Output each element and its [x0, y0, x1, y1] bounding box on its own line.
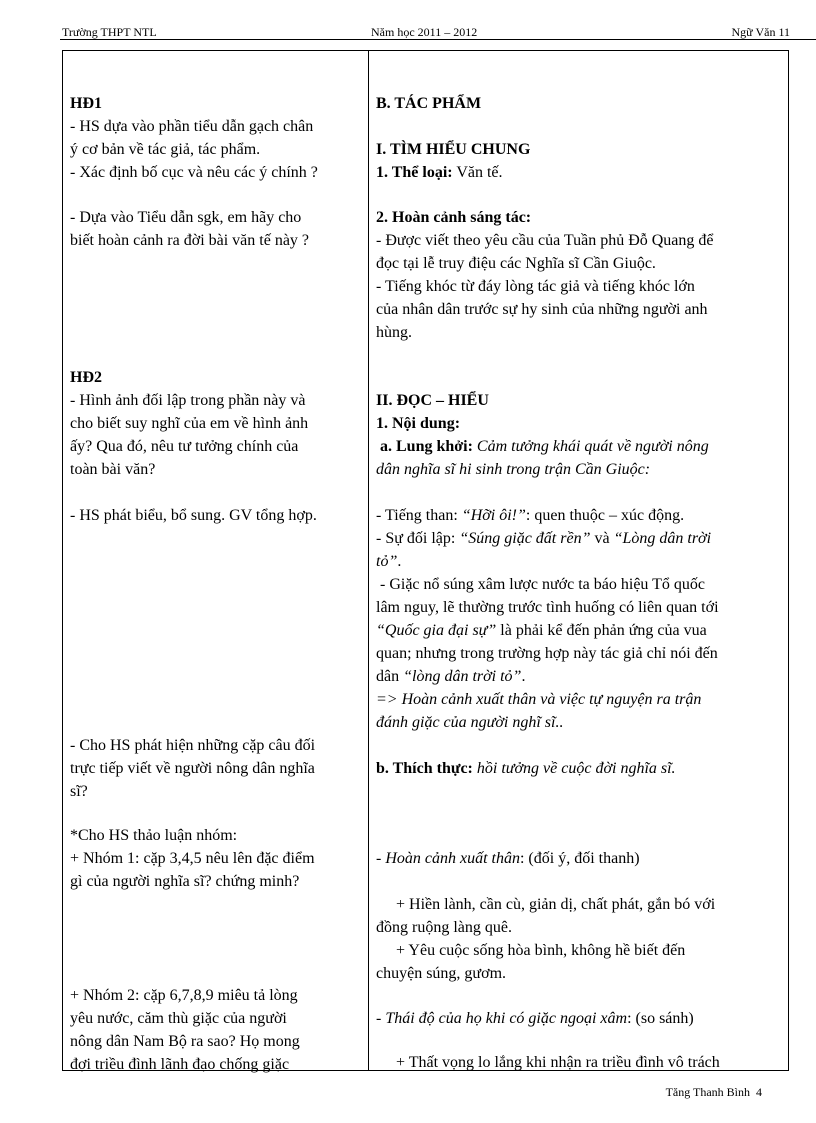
traits-block: [376, 893, 786, 985]
section-ii: [376, 389, 786, 481]
disappointment-block: [376, 1051, 786, 1074]
header-school: Trường THPT NTL: [62, 25, 157, 39]
couplet-question: [70, 734, 362, 803]
lesson-table: [62, 50, 789, 1071]
text-run: - Tiếng than:: [376, 507, 462, 524]
hd1-line: - Xác định bố cục và nêu các ý chính ?: [70, 164, 318, 181]
text-run: .: [397, 553, 402, 570]
analysis-line: quan; nhưng trong trường hợp này tác giả chỉ nói đến: [376, 645, 718, 662]
group-line: yêu nước, căm thù giặc của người: [70, 1010, 287, 1027]
trait-line: đồng ruộng làng quê.: [376, 919, 512, 936]
quote: “Quốc gia đại sự”: [376, 622, 497, 639]
group-discussion: [70, 824, 362, 893]
genre-value: Văn tế.: [452, 164, 503, 181]
context-line: - Được viết theo yêu cầu của Tuần phủ Đỗ Quang để: [376, 232, 714, 249]
section-b: [376, 92, 786, 115]
hd2-line: ấy? Qua đó, nêu tư tưởng chính của: [70, 438, 299, 455]
text-run: : quen thuộc – xúc động.: [525, 507, 685, 524]
hd1-line: ý cơ bản về tác giả, tác phẩm.: [70, 141, 261, 158]
content-label: 1. Nội dung:: [376, 415, 461, 432]
hd2-title: HĐ2: [70, 369, 102, 386]
group-2: [70, 984, 362, 1076]
text-run: - Sự đối lập:: [376, 530, 460, 547]
text-run: : (đối ý, đối thanh): [519, 850, 640, 867]
footer-author: Tăng Thanh Bình: [665, 1085, 750, 1099]
section-ii-title: II. ĐỌC – HIỂU: [376, 392, 489, 409]
section-i-title: I. TÌM HIỂU CHUNG: [376, 141, 531, 158]
context-line: của nhân dân trước sự hy sinh của những người anh: [376, 301, 708, 318]
conclusion-line: đánh giặc của người nghĩ sĩ..: [376, 714, 564, 731]
text-run: và: [590, 530, 614, 547]
quote: tỏ”: [376, 553, 398, 570]
context-block: [376, 206, 786, 344]
context-label: 2. Hoàn cảnh sáng tác:: [376, 209, 532, 226]
hd2-line: cho biết suy nghĩ của em về hình ảnh: [70, 415, 309, 432]
context-line: hùng.: [376, 324, 412, 341]
genre-label: 1. Thể loại:: [376, 164, 453, 181]
hd1-line: - HS dựa vào phần tiểu dẫn gạch chân: [70, 118, 314, 135]
background-block: - Hoàn cảnh xuất thân: (đối ý, đối thanh): [376, 850, 640, 867]
context-line: - Tiếng khóc từ đáy lòng tác giả và tiếng khóc lớn: [376, 278, 695, 295]
group-line: đợi triều đình lãnh đạo chống giặc: [70, 1056, 290, 1073]
column-divider: [368, 51, 369, 1070]
quote: “lòng dân trời tỏ”: [403, 668, 522, 685]
hd2-line: - Hình ảnh đối lập trong phần này và: [70, 392, 306, 409]
hd1-title: HĐ1: [70, 95, 102, 112]
group-title: *Cho HS thảo luận nhóm:: [70, 827, 238, 844]
lung-khoi-text: Cảm tưởng khái quát về người nông: [472, 438, 709, 455]
group-line: + Nhóm 1: cặp 3,4,5 nêu lên đặc điểm: [70, 850, 315, 867]
lung-khoi-text: dân nghĩa sĩ hi sinh trong trận Cần Giuộc:: [376, 461, 651, 478]
text-run: dân: [376, 668, 404, 685]
conclusion-line: => Hoàn cảnh xuất thân và việc tự nguyện ra trận: [376, 691, 702, 708]
page-footer: [666, 1085, 762, 1100]
question-line: - Cho HS phát hiện những cặp câu đối: [70, 737, 316, 754]
analysis-line: lâm nguy, lẽ thường trước tình huống có liên quan tới: [376, 599, 719, 616]
quote: “Súng giặc đất rền”: [459, 530, 591, 547]
hd2-line: toàn bài văn?: [70, 461, 156, 478]
question-line: - Dựa vào Tiểu dẫn sgk, em hãy cho: [70, 209, 302, 226]
lung-khoi-label: a. Lung khởi:: [380, 438, 473, 455]
header-rule: [60, 39, 816, 40]
analysis-block: [376, 504, 786, 734]
group-line: nông dân Nam Bộ ra sao? Họ mong: [70, 1033, 300, 1050]
page-number: 4: [756, 1085, 762, 1099]
trait-line: + Hiền lành, cần cù, giản dị, chất phát, gắn bó với: [396, 896, 716, 913]
quote: “Lòng dân trời: [613, 530, 712, 547]
context-line: đọc tại lễ truy điệu các Nghĩa sĩ Cần Giuộc.: [376, 255, 656, 272]
thich-thuc-label: b. Thích thực:: [376, 760, 473, 777]
hd2-line: - HS phát biểu, bổ sung. GV tổng hợp.: [70, 507, 317, 524]
group-line: + Nhóm 2: cặp 6,7,8,9 miêu tả lòng: [70, 987, 298, 1004]
attitude-label: Thái độ của họ khi có giặc ngoại xâm: [385, 1010, 628, 1027]
text-run: là phải kể đến phản ứng của vua: [496, 622, 707, 639]
trait-line: + Yêu cuộc sống hòa bình, không hề biết đến: [396, 942, 686, 959]
thich-thuc-block: [376, 757, 786, 780]
hd2-block: [70, 366, 362, 481]
section-b-title: B. TÁC PHẨM: [376, 95, 482, 112]
question-line: biết hoàn cảnh ra đời bài văn tế này ?: [70, 232, 310, 249]
text-run: .: [521, 668, 526, 685]
header-year: Năm học 2011 – 2012: [371, 25, 478, 39]
trait-line: chuyện súng, gươm.: [376, 965, 507, 982]
question-line: trực tiếp viết về người nông dân nghĩa: [70, 760, 315, 777]
attitude-block: - Thái độ của họ khi có giặc ngoại xâm: (so sánh): [376, 1010, 694, 1027]
section-i: [376, 138, 786, 184]
question-line: sĩ?: [70, 783, 88, 800]
attitude-line: + Thất vọng lo lắng khi nhận ra triều đình vô trách: [396, 1054, 720, 1071]
text-run: : (so sánh): [627, 1010, 694, 1027]
hd1-question: [70, 206, 362, 252]
hd2-discussion: [70, 504, 362, 527]
analysis-line: - Giặc nổ súng xâm lược nước ta báo hiệu Tổ quốc: [380, 576, 705, 593]
background-label: Hoàn cảnh xuất thân: [385, 850, 520, 867]
quote: “Hỡi ôi!”: [461, 507, 526, 524]
header-subject: Ngữ Văn 11: [731, 25, 790, 39]
hd1-block: [70, 92, 362, 184]
group-line: gì của người nghĩa sĩ? chứng minh?: [70, 873, 300, 890]
thich-thuc-text: hồi tưởng về cuộc đời nghĩa sĩ.: [472, 760, 676, 777]
